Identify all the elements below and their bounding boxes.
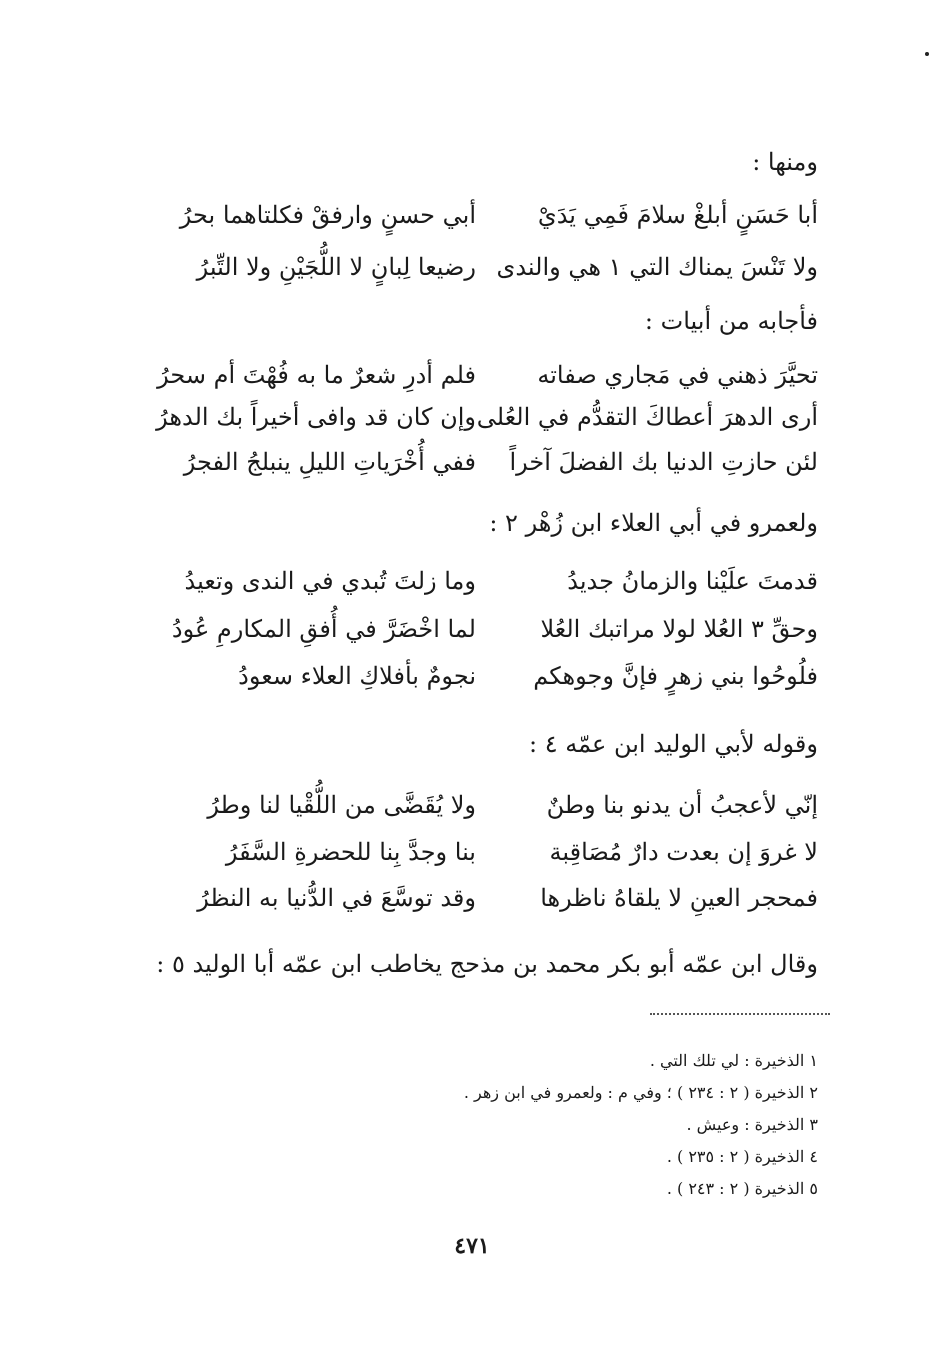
verse-second-hemistich: وما زلتَ تُبدي في الندى وتعيدُ [184,567,476,595]
verse-line [0,200,944,240]
verse-second-hemistich: نجومٌ بأفلاكِ العلاء سعودُ [238,662,476,690]
verse-line [0,447,944,487]
verse-second-hemistich: ولا يُقَضَّى من اللُّقْيا لنا وطرُ [207,791,476,819]
verse-line [0,614,944,654]
footnote: ١ الذخيرة : لي تلك التي . [649,1051,818,1070]
verse-line [0,566,944,606]
verse-second-hemistich: وإن كان قد وافى أخيراً بك الدهرُ [156,403,476,431]
verse-second-hemistich: رضيعا لِبانٍ لا اللُّجَيْنِ ولا التِّبرُ [196,253,476,281]
footnote-separator [650,1013,830,1015]
section-heading: فأجابه من أبيات : [644,307,818,335]
verse-line [0,661,944,701]
footnote: ٣ الذخيرة : وعيش . [686,1115,818,1134]
verse-first-hemistich: فمحجر العينِ لا يلقاهُ ناظرها [540,884,818,912]
verse-line [0,837,944,877]
verse-first-hemistich: إنّي لأعجبُ أن يدنو بنا وطنٌ [546,791,818,819]
margin-dot [925,52,929,56]
verse-first-hemistich: تحيَّرَ ذهني في مَجاري صفاته [537,361,818,389]
verse-second-hemistich: فلم أدرِ شعرٌ ما به فُهْتَ أم سحرُ [157,361,476,389]
verse-first-hemistich: أرى الدهرَ أعطاكَ التقدُّم في العُلى [476,403,818,431]
section-heading: وقوله لأبي الوليد ابن عمّه ٤ : [529,730,818,758]
verse-second-hemistich: لما اخْضَرَّ في أُفقِ المكارمِ عُودُ [171,615,476,643]
verse-line [0,790,944,830]
section-heading: وقال ابن عمّه أبو بكر محمد بن مذحج يخاطب ابن عمّه أبا الوليد ٥ : [156,950,818,978]
verse-first-hemistich: وحقِّ ٣ العُلا لولا مراتبك العُلا [540,615,818,643]
verse-first-hemistich: ولا تَنْسَ يمناك التي ١ هي والندى [496,253,818,281]
verse-first-hemistich: أبا حَسَنٍ أبلغْ سلامَ فَمِي يَدَيْ [537,201,818,229]
verse-second-hemistich: وقد توسَّعَ في الدُّنيا به النظرُ [197,884,476,912]
footnote: ٢ الذخيرة ( ٢ : ٢٣٤ ) ؛ وفي م : ولعمرو في ابن زهر . [463,1083,818,1102]
verse-second-hemistich: بنا وجدَّ بِنا للحضرةِ السَّفَرُ [225,838,476,866]
verse-first-hemistich: لئن حازتِ الدنيا بك الفضلَ آخراً [509,448,818,476]
verse-first-hemistich: فلُوحُوا بني زهرٍ فإنَّ وجوهكم [533,662,818,690]
footnote: ٥ الذخيرة ( ٢ : ٢٤٣ ) . [666,1179,818,1198]
page-number: ٤٧١ [454,1233,490,1259]
verse-first-hemistich: قدمتَ علَيْنا والزمانُ جديدُ [567,567,818,595]
verse-second-hemistich: أبي حسنٍ وارفقْ فكلتاهما بحرُ [179,201,476,229]
verse-line [0,883,944,923]
section-heading: ومنها : [752,148,818,176]
verse-line [0,360,944,400]
verse-first-hemistich: لا غروَ إن بعدت دارٌ مُصَاقِبة [549,838,818,866]
footnote: ٤ الذخيرة ( ٢ : ٢٣٥ ) . [666,1147,818,1166]
section-heading: ولعمرو في أبي العلاء ابن زُهْر ٢ : [489,509,818,537]
verse-line [0,252,944,292]
verse-line [0,402,944,442]
verse-second-hemistich: ففي أُخْرَياتِ الليلِ ينبلجُ الفجرُ [183,448,476,476]
